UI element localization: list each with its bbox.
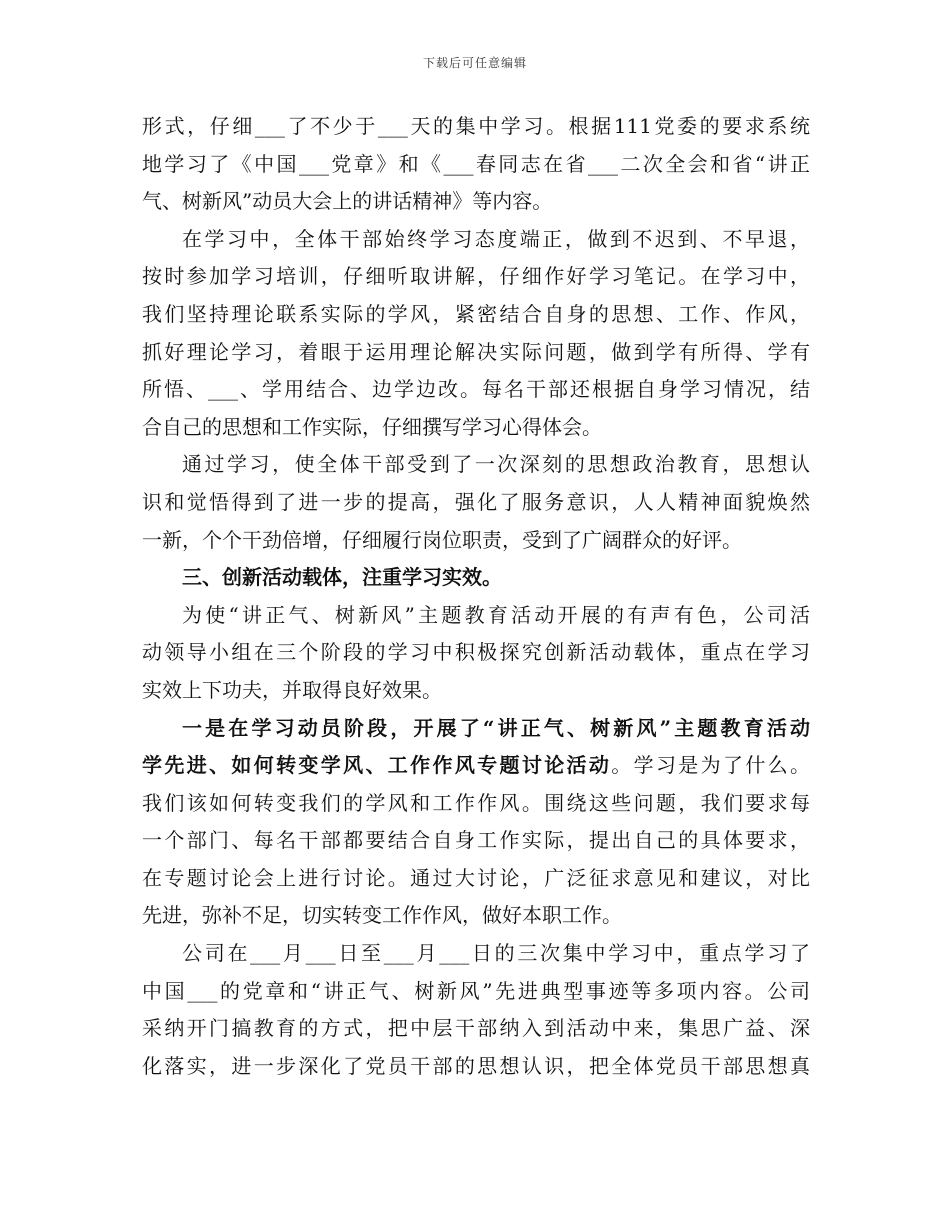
text-line: 所悟、___、学用结合、边学边改。每名干部还根据自身学习情况，结 — [142, 377, 810, 402]
text-line: 气、树新风”动员大会上的讲话精神》等内容。 — [142, 189, 553, 214]
paragraph-1 — [142, 108, 810, 221]
text-line: 化落实，进一步深化了党员干部的思想认识，把全体党员干部思想真 — [142, 1053, 810, 1078]
bold-lead-line: 一是在学习动员阶段，开展了“讲正气、树新风”主题教育活动 — [182, 715, 810, 740]
text-line: 为使“讲正气、树新风”主题教育活动开展的有声有色，公司活 — [182, 602, 810, 627]
text-line: 实效上下功夫，并取得良好效果。 — [142, 677, 442, 702]
paragraph-5 — [142, 710, 810, 936]
text-line: 公司在___月___日至___月___日的三次集中学习中，重点学习了 — [182, 941, 810, 966]
document-body — [142, 108, 810, 1085]
plain-tail-text: 。学习是为了什么。 — [611, 753, 811, 778]
bold-lead-text: 学先进、如何转变学风、工作作风专题讨论活动 — [142, 753, 612, 778]
text-line: 按时参加学习培训，仔细听取讲解，仔细作好学习笔记。在学习中， — [142, 264, 810, 289]
text-line: 识和觉悟得到了进一步的提高，强化了服务意识，人人精神面貌焕然 — [142, 489, 810, 514]
paragraph-2 — [142, 221, 810, 447]
text-line: 抓好理论学习，着眼于运用理论解决实际问题，做到学有所得、学有 — [142, 339, 810, 364]
text-line: 地学习了《中国___党章》和《___春同志在省___二次全会和省“讲正 — [142, 151, 810, 176]
text-line: 采纳开门搞教育的方式，把中层干部纳入到活动中来，集思广益、深 — [142, 1016, 810, 1041]
text-line: 先进，弥补不足，切实转变工作作风，做好本职工作。 — [142, 903, 622, 928]
paragraph-6 — [142, 935, 810, 1085]
text-line: 形式，仔细___了不少于___天的集中学习。根据111党委的要求系统 — [142, 114, 810, 138]
text-line: 一新，个个干劲倍增，仔细履行岗位职责，受到了广阔群众的好评。 — [142, 527, 742, 552]
section-heading — [142, 559, 810, 597]
text-line: 我们坚持理论联系实际的学风，紧密结合自身的思想、工作、作风， — [142, 301, 810, 326]
paragraph-3 — [142, 446, 810, 559]
text-line: 在专题讨论会上进行讨论。通过大讨论，广泛征求意见和建议，对比 — [142, 865, 810, 890]
section-heading-text: 三、创新活动载体，注重学习实效。 — [182, 565, 502, 590]
text-line: 我们该如何转变我们的学风和工作作风。围绕这些问题，我们要求每 — [142, 790, 810, 815]
text-line: 合自己的思想和工作实际，仔细撰写学习心得体会。 — [142, 414, 602, 439]
paragraph-4 — [142, 597, 810, 710]
text-line: 通过学习，使全体干部受到了一次深刻的思想政治教育，思想认 — [182, 452, 810, 477]
page-header: 下载后可任意编辑 — [422, 56, 527, 70]
text-line: 中国___的党章和“讲正气、树新风”先进典型事迹等多项内容。公司 — [142, 978, 810, 1003]
mixed-line — [142, 747, 810, 785]
text-line: 在学习中，全体干部始终学习态度端正，做到不迟到、不早退， — [182, 226, 810, 251]
text-line: 动领导小组在三个阶段的学习中积极探究创新活动载体，重点在学习 — [142, 640, 810, 665]
text-line: 一个部门、每名干部都要结合自身工作实际，提出自己的具体要求， — [142, 828, 810, 853]
